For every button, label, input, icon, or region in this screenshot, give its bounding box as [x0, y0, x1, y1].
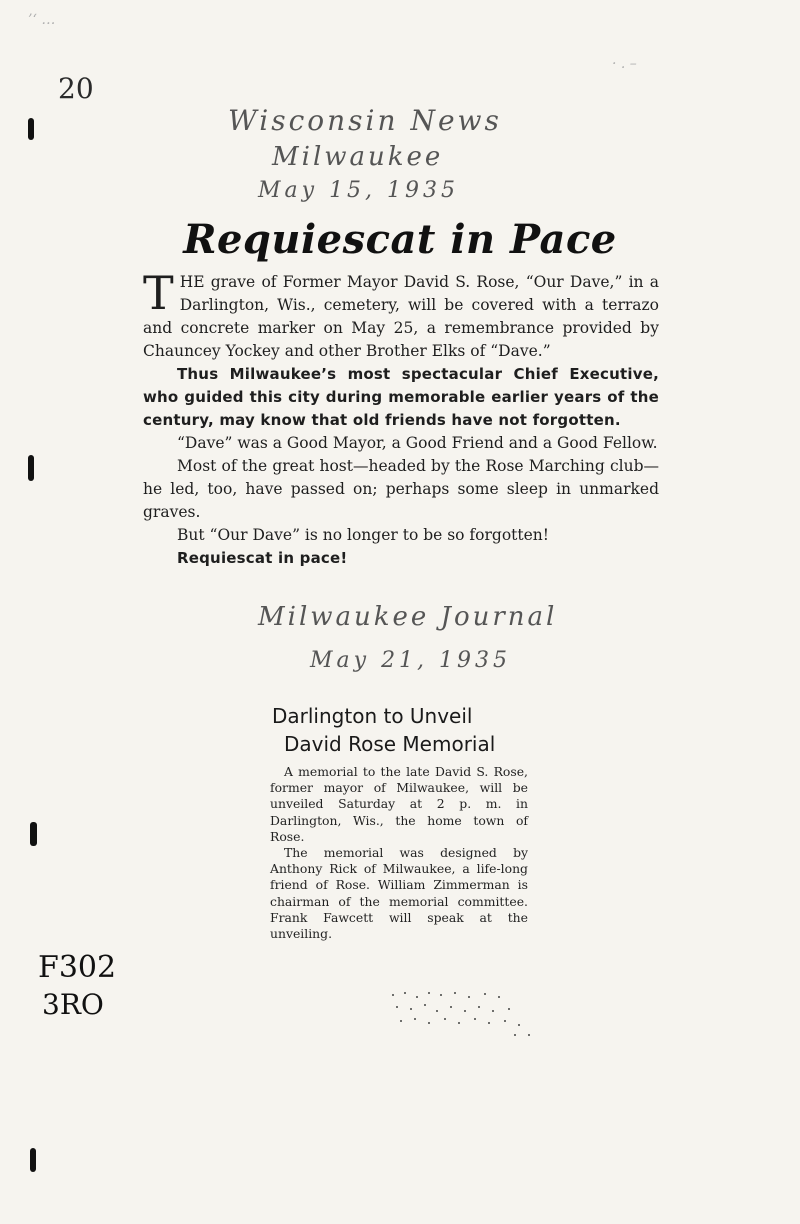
headline-darlington-line2: David Rose Memorial [284, 732, 496, 756]
source-note-date: May 15, 1935 [258, 178, 460, 203]
source-note-journal-date: May 21, 1935 [310, 648, 512, 673]
paragraph-1 [143, 266, 659, 363]
catalog-subcode: 3RO [42, 988, 104, 1021]
punch-mark [30, 1148, 36, 1172]
paragraph-2: Thus Milwaukee’s most spectacular Chief Executive, who guided this city during memorable earlier years of the century, may know that old friends have not forgotten. [143, 365, 659, 429]
darlington-paragraph-1: A memorial to the late David S. Rose, former mayor of Milwaukee, will be unveiled Saturday at 2 p. m. in Darlington, Wis., the home town of Rose. [270, 764, 528, 844]
headline-darlington-line1: Darlington to Unveil [272, 704, 473, 728]
source-note-journal: Milwaukee Journal [258, 602, 558, 632]
catalog-code: F302 [38, 950, 117, 985]
source-note-paper: Wisconsin News [228, 104, 502, 137]
perforation-stamp [388, 988, 538, 1040]
darlington-paragraph-2: The memorial was designed by Anthony Rick of Milwaukee, a life-long friend of Rose. William Zimmerman is chairman of the memorial committee. Frank Fawcett will speak at the unveiling. [270, 845, 528, 942]
punch-mark [30, 822, 37, 846]
corner-mark: ’‘ … [28, 12, 56, 28]
drop-cap: T [143, 266, 174, 320]
source-note-city: Milwaukee [272, 142, 444, 172]
corner-mark-right: · . – [612, 56, 637, 72]
paragraph-6: Requiescat in pace! [177, 549, 348, 567]
paragraph-5: But “Our Dave” is no longer to be so forgotten! [177, 526, 550, 544]
headline-requiescat: Requiescat in Pace [183, 216, 617, 263]
headline-darlington [272, 702, 495, 758]
article-requiescat [143, 266, 659, 570]
paragraph-1-text: HE grave of Former Mayor David S. Rose, “Our Dave,” in a Darlington, Wis., cemetery, will be covered with a terrazo and concrete marker on May 25, a remembrance provided by Chauncey Yockey and other Brother Elks of “Dave.” [143, 273, 659, 360]
page-number: 20 [58, 72, 94, 105]
paragraph-4: Most of the great host—headed by the Rose Marching club—he led, too, have passed on; perhaps some sleep in unmarked graves. [143, 457, 659, 521]
punch-mark [28, 455, 34, 481]
punch-mark [28, 118, 34, 140]
article-darlington [270, 764, 528, 942]
paragraph-3: “Dave” was a Good Mayor, a Good Friend and a Good Fellow. [177, 434, 658, 452]
